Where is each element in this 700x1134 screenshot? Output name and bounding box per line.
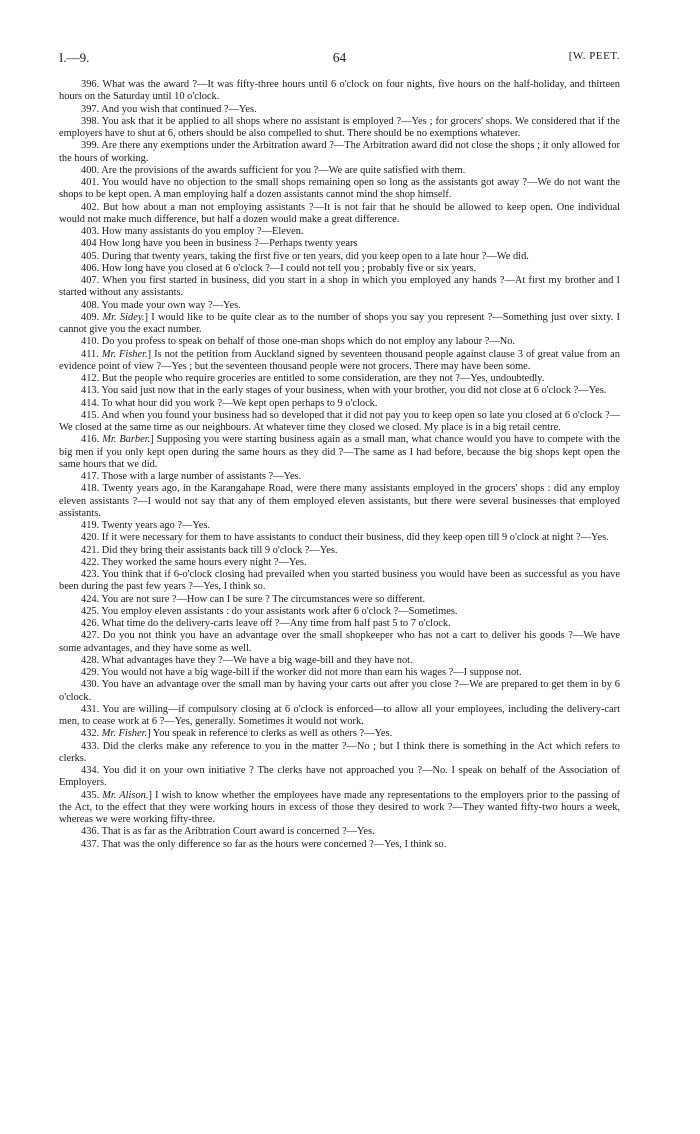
question-answer-paragraph: 399. Are there any exemptions under the Arbitration award ?—The Arbitration award did not close the shops ; it only allowed for the hours of working.	[59, 140, 620, 164]
question-answer-paragraph: 400. Are the provisions of the awards sufficient for you ?—We are quite satisfied with them.	[81, 164, 466, 176]
question-answer-paragraph: 428. What advantages have they ?—We have a big wage-bill and they have not.	[81, 654, 413, 666]
question-answer-paragraph: 424. You are not sure ?—How can I be sure ? The circumstances were so different.	[81, 593, 426, 605]
question-answer-paragraph: 419. Twenty years ago ?—Yes.	[81, 520, 211, 531]
question-answer-paragraph: 406. How long have you closed at 6 o'clock ?—I could not tell you ; probably five or six years.	[81, 262, 477, 274]
question-answer-paragraph: 416. Mr. Barber.] Supposing you were starting business again as a small man, what chance would you have to compete with the big men if you only kept open during the same hours as they did ?—The same as I had before, because the big shops kept open the same hours that we did.	[59, 434, 621, 470]
witness-name: [W. PEET.	[568, 50, 620, 62]
question-answer-paragraph: 413. You said just now that in the early stages of your business, when with your brother, you did not close at 6 o'clock ?—Yes.	[81, 385, 607, 397]
question-answer-paragraph: 415. And when you found your business had so developed that it did not pay you to keep open so late you closed at 6 o'clock ?—We closed at the same time as our neighbours. At whatever time they closed we closed. My place is in a big retail centre.	[59, 409, 620, 433]
question-answer-paragraph: 409. Mr. Sidey.] I would like to be quite clear as to the number of shops you say you represent ?—Something just over sixty. I cannot give you the exact number.	[59, 311, 620, 335]
question-answer-paragraph: 403. How many assistants do you employ ?—Eleven.	[81, 226, 304, 237]
question-answer-paragraph: 435. Mr. Alison.] I wish to know whether the employees have made any representations to the employers prior to the passing of the Act, to the effect that they were working hours in excess of those they desired to work ?—They wanted fifty-two hours a week, whereas we were working fifty-three.	[59, 789, 621, 825]
question-answer-paragraph: 398. You ask that it be applied to all shops where no assistant is employed ?—Yes ; for grocers' shops. We considered that if the employers have to shut at 6, others should be also compelled to shut. There should be no exemptions whatever.	[59, 115, 620, 139]
question-answer-paragraph: 432. Mr. Fisher.] You speak in reference to clerks as well as others ?—Yes.	[81, 728, 393, 740]
question-answer-paragraph: 433. Did the clerks make any reference to you in the matter ?—No ; but I think there is something in the Act which refers to clerks.	[59, 740, 620, 764]
question-answer-paragraph: 396. What was the award ?—It was fifty-three hours until 6 o'clock on four nights, five hours on the half-holiday, and thirteen hours on the Saturday until 10 o'clock.	[59, 79, 620, 103]
question-answer-paragraph: 407. When you first started in business, did you start in a shop in which you employed any hands ?—At first my brother and I started without any assistants.	[59, 275, 620, 299]
document-reference: I.—9.	[59, 50, 90, 65]
question-answer-paragraph: 425. You employ eleven assistants : do your assistants work after 6 o'clock ?—Sometimes.	[81, 605, 458, 617]
page-header	[59, 50, 620, 68]
page-number: 64	[332, 50, 347, 65]
question-answer-paragraph: 434. You did it on your own initiative ? The clerks have not approached you ?—No. I speak on behalf of the Association of Employers.	[59, 765, 620, 789]
question-answer-paragraph: 397. And you wish that continued ?—Yes.	[81, 103, 257, 115]
question-answer-paragraph: 418. Twenty years ago, in the Karangahape Road, were there many assistants employed in the grocers' shops : did any employ eleven assistants ?—I would not say that any of them employed eleven assistants, but there were several businesses that employed assistants.	[59, 483, 620, 519]
question-answer-paragraph: 429. You would not have a big wage-bill if the worker did not more than earn his wages ?—I suppose not.	[81, 667, 522, 678]
question-answer-paragraph: 408. You made your own way ?—Yes.	[81, 299, 241, 311]
question-answer-paragraph: 420. If it were necessary for them to have assistants to conduct their business, did they keep open till 9 o'clock at night ?—Yes.	[81, 532, 609, 544]
question-answer-paragraph: 412. But the people who require groceries are entitled to some consideration, are they not ?—Yes, undoubtedly.	[81, 373, 545, 384]
question-answer-paragraph: 431. You are willing—if compulsory closing at 6 o'clock is enforced—to allow all your employees, including the delivery-cart men, to cease work at 6 ?—Yes, generally. Sometimes it would not work.	[59, 703, 620, 727]
question-answer-paragraph: 401. You would have no objection to the small shops remaining open so long as the assistants got away ?—We do not want the shops to be kept open. A man employing half a dozen assistants cannot mind the shop himself.	[59, 177, 620, 201]
question-answer-paragraph: 405. During that twenty years, taking the first five or ten years, did you keep open to a late hour ?—We did.	[81, 250, 529, 262]
question-answer-paragraph: 421. Did they bring their assistants back till 9 o'clock ?—Yes.	[81, 544, 338, 556]
question-answer-paragraph: 430. You have an advantage over the small man by having your carts out after you close ?—We are prepared to get them in by 6 o'clock.	[59, 679, 620, 703]
question-answer-paragraph: 402. But how about a man not employing assistants ?—It is not fair that he should be allowed to keep open. One individual would not make much difference, but half a dozen would make a great difference.	[59, 201, 620, 225]
question-answer-paragraph: 436. That is as far as the Aribtration Court award is concerned ?—Yes.	[81, 826, 375, 838]
question-answer-paragraph: 410. Do you profess to speak on behalf of those one-man shops which do not employ any labour ?—No.	[81, 336, 516, 348]
page-body	[59, 79, 620, 851]
question-answer-paragraph: 411. Mr. Fisher.] Is not the petition from Auckland signed by seventeen thousand people against clause 3 of great value from an evidence point of view ?—Yes ; but the seventeen thousand people were not grocers. There may have been some.	[59, 348, 620, 372]
question-answer-paragraph: 417. Those with a large number of assistants ?—Yes.	[81, 471, 302, 482]
question-answer-paragraph: 423. You think that if 6-o'clock closing had prevailed when you started business you would have been as successful as you have been during the past few years ?—Yes, I think so.	[59, 569, 620, 593]
question-answer-paragraph: 426. What time do the delivery-carts leave off ?—Any time from half past 5 to 7 o'clock.	[81, 618, 451, 629]
question-answer-paragraph: 437. That was the only difference so far as the hours were concerned ?—Yes, I think so.	[81, 838, 447, 850]
question-answer-paragraph: 422. They worked the same hours every night ?—Yes.	[81, 556, 307, 568]
question-answer-paragraph: 427. Do you not think you have an advantage over the small shopkeeper who has not a cart to deliver his goods ?—We have some advantages, and they have some as well.	[59, 630, 620, 654]
question-answer-paragraph: 414. To what hour did you work ?—We kept open perhaps to 9 o'clock.	[81, 397, 378, 409]
question-answer-paragraph: 404 How long have you been in business ?—Perhaps twenty years	[81, 238, 358, 250]
